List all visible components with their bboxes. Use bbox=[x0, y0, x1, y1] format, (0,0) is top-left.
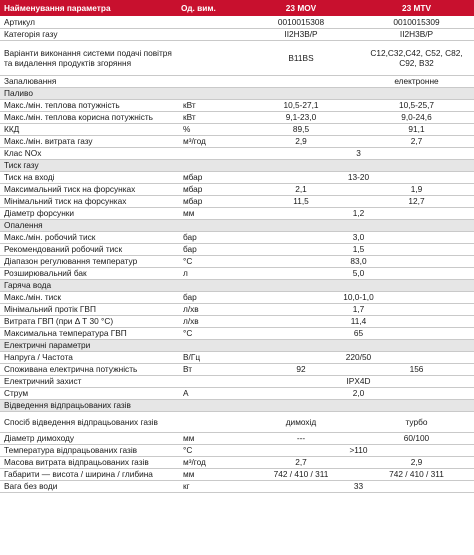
row-unit: кВт bbox=[177, 99, 243, 111]
row-value-23mov: 2,1 bbox=[243, 183, 359, 195]
row-label: Максимальний тиск на форсунках bbox=[0, 183, 177, 195]
section-label: Опалення bbox=[0, 219, 474, 231]
row-label: Температура відпрацьованих газів bbox=[0, 444, 177, 456]
table-row bbox=[0, 375, 474, 387]
row-value-23mtv: 12,7 bbox=[359, 195, 474, 207]
row-value-both: 65 bbox=[243, 327, 474, 339]
row-value-23mov: 89,5 bbox=[243, 123, 359, 135]
row-label: Споживана електрична потужність bbox=[0, 363, 177, 375]
row-label: Електричний захист bbox=[0, 375, 177, 387]
row-label: Вага без води bbox=[0, 480, 177, 492]
row-value-23mtv: 60/100 bbox=[359, 432, 474, 444]
row-label: Діапазон регулювання температур bbox=[0, 255, 177, 267]
row-label: Максимальна температура ГВП bbox=[0, 327, 177, 339]
row-value-23mtv: 10,5-25,7 bbox=[359, 99, 474, 111]
row-value-23mov: 2,9 bbox=[243, 135, 359, 147]
row-label: Тиск на вході bbox=[0, 171, 177, 183]
row-label: Діаметр форсунки bbox=[0, 207, 177, 219]
row-label: Категорія газу bbox=[0, 28, 177, 40]
table-row bbox=[0, 363, 474, 375]
row-unit: Вт bbox=[177, 363, 243, 375]
row-value-23mov: 10,5-27,1 bbox=[243, 99, 359, 111]
row-label: Діаметр димоходу bbox=[0, 432, 177, 444]
table-row bbox=[0, 99, 474, 111]
row-unit bbox=[177, 375, 243, 387]
row-value-23mov: B11BS bbox=[243, 40, 359, 75]
table-row bbox=[0, 387, 474, 399]
row-unit: кг bbox=[177, 480, 243, 492]
row-value-both: 1,2 bbox=[243, 207, 474, 219]
row-value-both: >110 bbox=[243, 444, 474, 456]
table-row bbox=[0, 291, 474, 303]
table-row bbox=[0, 171, 474, 183]
row-unit bbox=[177, 40, 243, 75]
row-unit: % bbox=[177, 123, 243, 135]
row-value-both: 1,7 bbox=[243, 303, 474, 315]
row-value-23mtv: турбо bbox=[359, 411, 474, 432]
row-unit: л/хв bbox=[177, 315, 243, 327]
row-label: Запалювання bbox=[0, 75, 177, 87]
row-value-23mov: 742 / 410 / 311 bbox=[243, 468, 359, 480]
row-value-23mtv: 2,7 bbox=[359, 135, 474, 147]
row-label: Макс./мін. теплова потужність bbox=[0, 99, 177, 111]
table-row bbox=[0, 183, 474, 195]
table-row bbox=[0, 75, 474, 87]
table-row bbox=[0, 28, 474, 40]
row-value-23mov: 92 bbox=[243, 363, 359, 375]
row-label: Масова витрата відпрацьованих газів bbox=[0, 456, 177, 468]
row-label: Макс./мін. тиск bbox=[0, 291, 177, 303]
row-value-23mov: 9,1-23,0 bbox=[243, 111, 359, 123]
row-value-23mtv: II2H3B/P bbox=[359, 28, 474, 40]
row-label: Варіанти виконання системи подачі повітря та видалення продуктів згоряння bbox=[0, 40, 177, 75]
section-label: Тиск газу bbox=[0, 159, 474, 171]
table-header bbox=[0, 0, 474, 16]
row-unit: м³/год bbox=[177, 135, 243, 147]
table-row bbox=[0, 303, 474, 315]
header-unit: Од. вим. bbox=[177, 0, 243, 16]
row-label: Мінімальний протік ГВП bbox=[0, 303, 177, 315]
row-value-23mtv: 742 / 410 / 311 bbox=[359, 468, 474, 480]
table-row bbox=[0, 16, 474, 28]
table-body bbox=[0, 16, 474, 492]
row-value-23mtv: 0010015309 bbox=[359, 16, 474, 28]
row-value-23mov: димохід bbox=[243, 411, 359, 432]
table-row bbox=[0, 432, 474, 444]
table-row bbox=[0, 444, 474, 456]
table-row bbox=[0, 231, 474, 243]
section-row bbox=[0, 339, 474, 351]
section-label: Відведення відпрацьованих газів bbox=[0, 399, 474, 411]
row-value-23mtv: C12,C32,C42, C52, C82, C92, B32 bbox=[359, 40, 474, 75]
row-value-both: 1,5 bbox=[243, 243, 474, 255]
section-label: Електричні параметри bbox=[0, 339, 474, 351]
table-row bbox=[0, 315, 474, 327]
row-value-both: 2,0 bbox=[243, 387, 474, 399]
table-row bbox=[0, 123, 474, 135]
table-row bbox=[0, 255, 474, 267]
row-value-both: IPX4D bbox=[243, 375, 474, 387]
table-row bbox=[0, 135, 474, 147]
row-unit: мбар bbox=[177, 171, 243, 183]
row-value-23mov: II2H3B/P bbox=[243, 28, 359, 40]
row-label: Габарити — висота / ширина / глибина bbox=[0, 468, 177, 480]
section-row bbox=[0, 87, 474, 99]
row-value-23mtv: 1,9 bbox=[359, 183, 474, 195]
row-unit: мм bbox=[177, 207, 243, 219]
row-unit: л bbox=[177, 267, 243, 279]
row-value-23mtv: 156 bbox=[359, 363, 474, 375]
row-label: Розширювальний бак bbox=[0, 267, 177, 279]
row-label: Мінімальний тиск на форсунках bbox=[0, 195, 177, 207]
table-row bbox=[0, 243, 474, 255]
row-unit: л/хв bbox=[177, 303, 243, 315]
table-row bbox=[0, 147, 474, 159]
section-label: Гаряча вода bbox=[0, 279, 474, 291]
row-unit: мбар bbox=[177, 183, 243, 195]
row-label: Макс./мін. витрата газу bbox=[0, 135, 177, 147]
table-row bbox=[0, 411, 474, 432]
row-unit: °С bbox=[177, 327, 243, 339]
row-label: Спосіб відведення відпрацьованих газів bbox=[0, 411, 177, 432]
row-unit bbox=[177, 147, 243, 159]
header-model-2: 23 MTV bbox=[359, 0, 474, 16]
row-label: Витрата ГВП (при Δ Т 30 °С) bbox=[0, 315, 177, 327]
row-value-23mov: 11,5 bbox=[243, 195, 359, 207]
row-unit: мм bbox=[177, 432, 243, 444]
row-unit bbox=[177, 28, 243, 40]
row-value-23mtv: 91,1 bbox=[359, 123, 474, 135]
row-unit bbox=[177, 411, 243, 432]
row-unit: мбар bbox=[177, 195, 243, 207]
row-label: Артикул bbox=[0, 16, 177, 28]
row-unit: кВт bbox=[177, 111, 243, 123]
table-row bbox=[0, 207, 474, 219]
section-label: Паливо bbox=[0, 87, 474, 99]
table-row bbox=[0, 267, 474, 279]
row-value-23mov: --- bbox=[243, 432, 359, 444]
row-label: ККД bbox=[0, 123, 177, 135]
row-label: Напруга / Частота bbox=[0, 351, 177, 363]
row-value-both: 3,0 bbox=[243, 231, 474, 243]
table-row bbox=[0, 195, 474, 207]
row-label: Клас NOx bbox=[0, 147, 177, 159]
row-value-both: 10,0-1,0 bbox=[243, 291, 474, 303]
row-unit: °С bbox=[177, 444, 243, 456]
row-unit: В/Гц bbox=[177, 351, 243, 363]
section-row bbox=[0, 399, 474, 411]
row-unit: °С bbox=[177, 255, 243, 267]
table-row bbox=[0, 351, 474, 363]
row-value-23mtv: електронне bbox=[359, 75, 474, 87]
row-value-23mov: 0010015308 bbox=[243, 16, 359, 28]
table-row bbox=[0, 456, 474, 468]
row-label: Макс./мін. робочий тиск bbox=[0, 231, 177, 243]
row-value-23mtv: 2,9 bbox=[359, 456, 474, 468]
header-model-1: 23 MOV bbox=[243, 0, 359, 16]
table-row bbox=[0, 111, 474, 123]
row-value-23mov: 2,7 bbox=[243, 456, 359, 468]
row-unit bbox=[177, 75, 243, 87]
row-value-both: 33 bbox=[243, 480, 474, 492]
table-row bbox=[0, 480, 474, 492]
row-value-both: 220/50 bbox=[243, 351, 474, 363]
row-unit: мм bbox=[177, 468, 243, 480]
header-param: Найменування параметра bbox=[0, 0, 177, 16]
row-unit bbox=[177, 16, 243, 28]
row-unit: бар bbox=[177, 291, 243, 303]
row-label: Струм bbox=[0, 387, 177, 399]
section-row bbox=[0, 279, 474, 291]
row-value-both: 13-20 bbox=[243, 171, 474, 183]
section-row bbox=[0, 159, 474, 171]
table-row bbox=[0, 468, 474, 480]
row-label: Рекомендований робочий тиск bbox=[0, 243, 177, 255]
table-row bbox=[0, 327, 474, 339]
row-label: Макс./мін. теплова корисна потужність bbox=[0, 111, 177, 123]
row-unit: бар bbox=[177, 231, 243, 243]
row-value-both: 83,0 bbox=[243, 255, 474, 267]
row-value-23mtv: 9,0-24,6 bbox=[359, 111, 474, 123]
row-value-23mov bbox=[243, 75, 359, 87]
row-unit: А bbox=[177, 387, 243, 399]
row-value-both: 3 bbox=[243, 147, 474, 159]
section-row bbox=[0, 219, 474, 231]
row-unit: бар bbox=[177, 243, 243, 255]
row-value-both: 11,4 bbox=[243, 315, 474, 327]
row-unit: м³/год bbox=[177, 456, 243, 468]
row-value-both: 5,0 bbox=[243, 267, 474, 279]
table-row bbox=[0, 40, 474, 75]
